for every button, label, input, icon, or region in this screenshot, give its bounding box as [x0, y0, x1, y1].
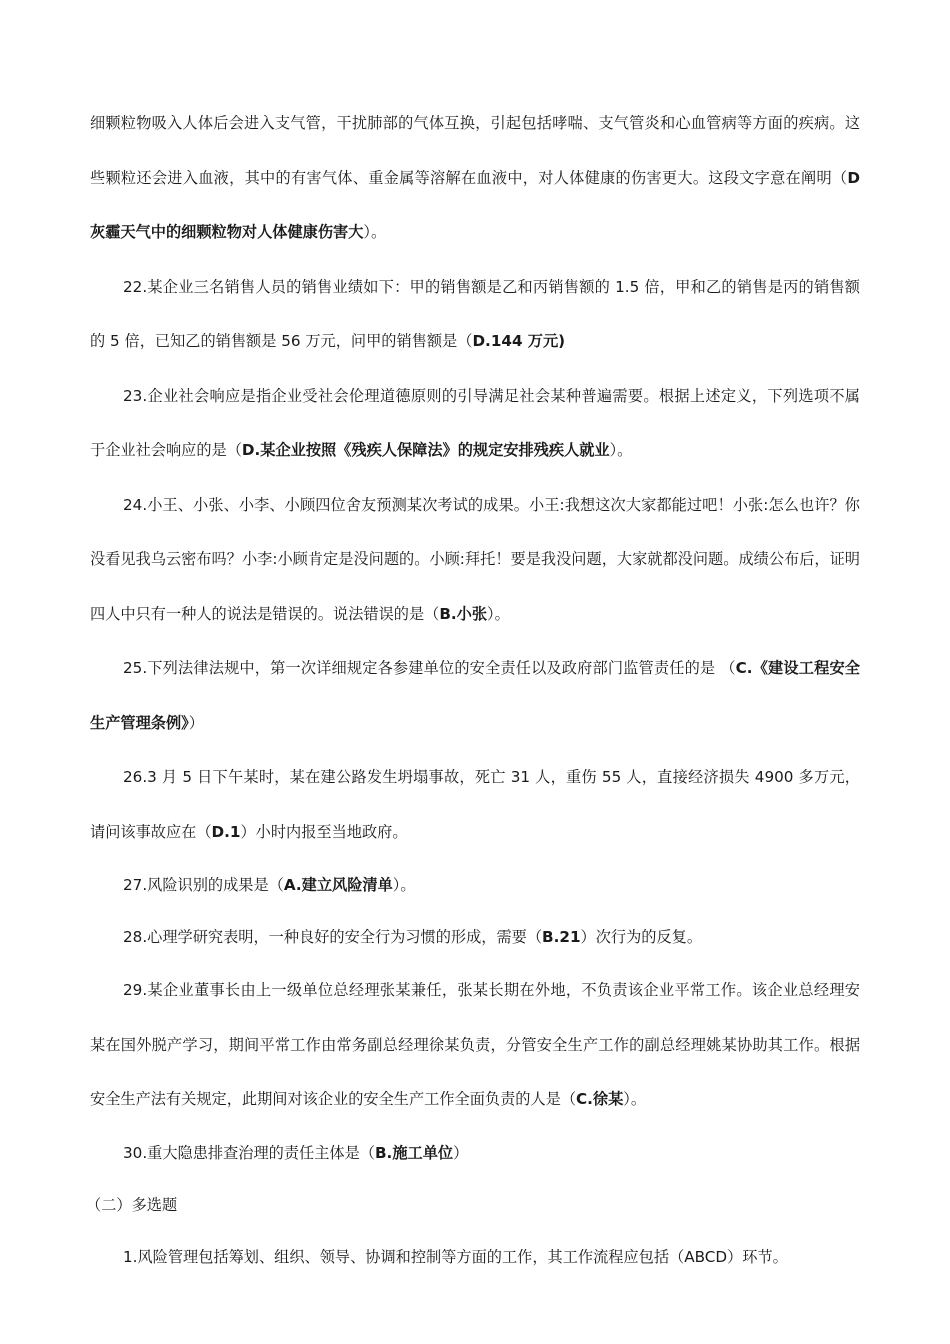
question-tail: ）。 — [392, 876, 416, 894]
answer-text: D.144 万元) — [472, 332, 566, 350]
question-tail: ）。 — [623, 1090, 647, 1108]
question-text: 1.风险管理包括筹划、组织、领导、协调和控制等方面的工作，其工作流程应包括（ABCD）环节。 — [123, 1247, 788, 1266]
question-text: 26.3 月 5 日下午某时，某在建公路发生坍塌事故，死亡 31 人，重伤 55 人，直接经济损失 4900 多万元，请问该事故应在（ — [90, 768, 860, 841]
question-29 — [90, 963, 860, 1127]
question-24 — [90, 478, 860, 642]
question-tail: ） — [453, 1143, 469, 1162]
answer-text: C.徐某 — [576, 1090, 624, 1108]
question-30 — [90, 1127, 860, 1179]
question-22 — [90, 260, 860, 369]
question-text: 30.重大隐患排查治理的责任主体是（ — [123, 1143, 375, 1162]
answer-text: B.施工单位 — [374, 1143, 454, 1162]
answer-text: B.小张 — [439, 604, 488, 623]
multi-question-1 — [90, 1231, 860, 1283]
question-28 — [90, 911, 860, 963]
question-tail: ）。 — [363, 223, 387, 241]
question-27 — [90, 859, 860, 911]
question-text: 28.心理学研究表明，一种良好的安全行为习惯的形成，需要（ — [123, 928, 543, 946]
question-tail: ）次行为的反复。 — [580, 928, 703, 946]
answer-text: C.《建设工程安全生产管理条例》 — [90, 659, 860, 732]
question-23 — [90, 369, 860, 478]
paragraph-intro — [90, 96, 860, 260]
question-tail: ） — [188, 713, 204, 732]
question-text: 29.某企业董事长由上一级单位总经理张某兼任，张某长期在外地，不负责该企业平常工作。该企业总经理安某在国外脱产学习，期间平常工作由常务副总经理徐某负责，分管安全生产工作的副总经理姚某协助其工作。根据安全生产法有关规定，此期间对该企业的安全生产工作全面负责的人是（ — [90, 981, 860, 1108]
document-page — [86, 96, 860, 1283]
answer-text: D.1 — [211, 822, 241, 841]
question-text: 23.企业社会响应是指企业受社会伦理道德原则的引导满足社会某种普遍需要。根据上述定义，下列选项不属于企业社会响应的是（ — [90, 386, 860, 459]
question-text: 细颗粒物吸入人体后会进入支气管，干扰肺部的气体互换，引起包括哮喘、支气管炎和心血管病等方面的疾病。这些颗粒还会进入血液，其中的有害气体、重金属等溶解在血液中，对人体健康的伤害更大。这段文字意在阐明（ — [90, 114, 860, 187]
question-text: 24.小王、小张、小李、小顾四位舍友预测某次考试的成果。小王:我想这次大家都能过吧！小张:怎么也许？你没看见我乌云密布吗？小李:小顾肯定是没问题的。小顾:拜托！要是我没问题，大家就都没问题。成绩公布后，证明四人中只有一种人的说法是错误的。说法错误的是（ — [90, 495, 860, 623]
answer-text: D.某企业按照《残疾人保障法》的规定安排残疾人就业 — [241, 441, 610, 459]
question-text: 22.某企业三名销售人员的销售业绩如下：甲的销售额是乙和丙销售额的 1.5 倍，甲和乙的销售是丙的销售额的 5 倍，已知乙的销售额是 56 万元，问甲的销售额是（ — [90, 277, 860, 350]
answer-text: A.建立风险清单 — [283, 876, 393, 894]
question-text: 27.风险识别的成果是（ — [123, 876, 284, 894]
question-tail: ）小时内报至当地政府。 — [240, 822, 408, 841]
section-heading-multi-choice — [86, 1179, 860, 1231]
answer-text: D 灰霾天气中的细颗粒物对人体健康伤害大 — [90, 168, 860, 241]
question-tail: ）。 — [609, 441, 633, 459]
question-text: 25.下列法律法规中，第一次详细规定各参建单位的安全责任以及政府部门监管责任的是 （ — [123, 659, 736, 677]
question-26 — [90, 750, 860, 859]
question-tail: ）。 — [487, 604, 510, 623]
question-25 — [90, 641, 860, 750]
answer-text: B.21 — [542, 928, 581, 946]
section-heading-text: （二）多选题 — [86, 1195, 178, 1214]
